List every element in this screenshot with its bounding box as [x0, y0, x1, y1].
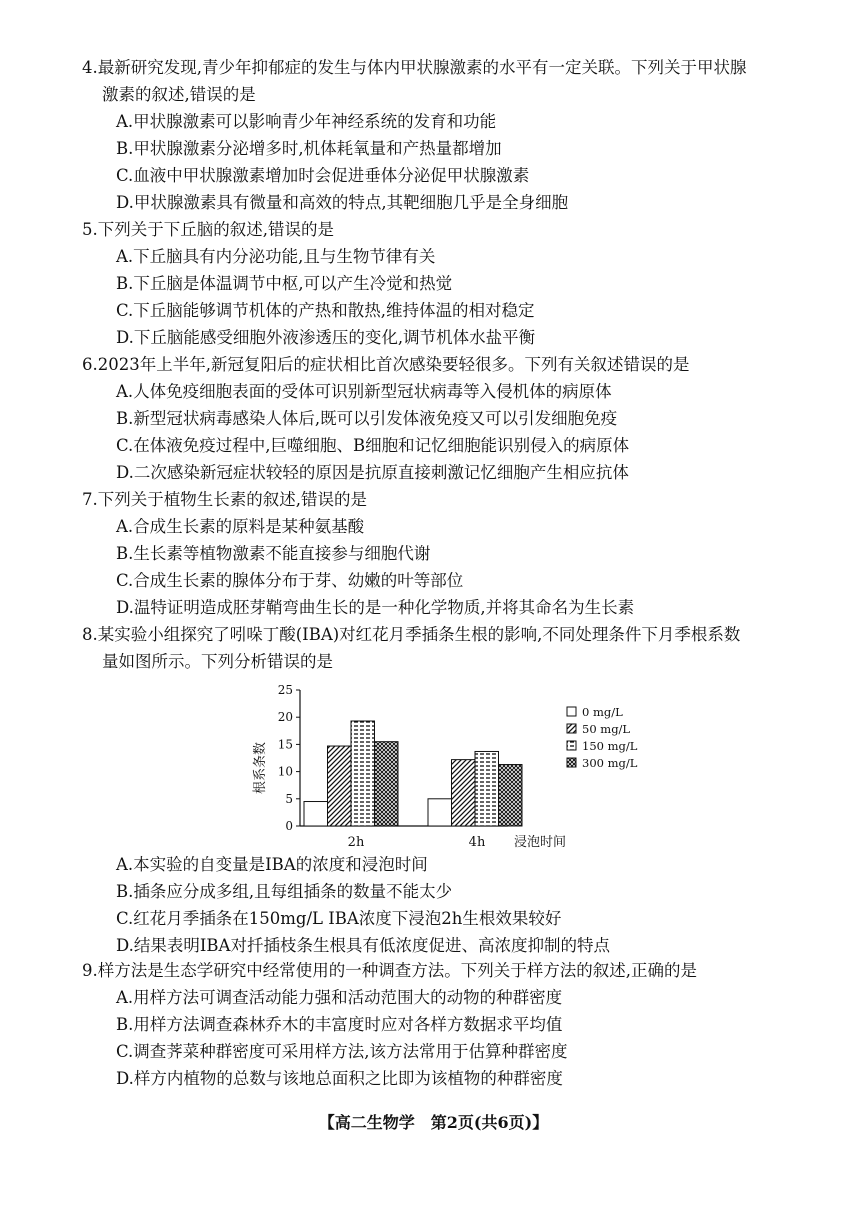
bar	[499, 765, 523, 826]
y-tick-label: 0	[285, 819, 293, 833]
legend-swatch	[567, 741, 576, 750]
option-a: A.甲状腺激素可以影响青少年神经系统的发育和功能	[116, 112, 497, 131]
legend-swatch	[567, 724, 576, 733]
option-a: A.人体免疫细胞表面的受体可识别新型冠状病毒等入侵机体的病原体	[116, 382, 612, 401]
y-tick-label: 20	[277, 710, 293, 725]
x-tick-label: 4h	[468, 835, 486, 850]
chart-legend	[567, 705, 638, 770]
question-stem: 8.某实验小组探究了吲哚丁酸(IBA)对红花月季插条生根的影响,不同处理条件下月季根系数	[82, 625, 741, 644]
question-stem-cont: 激素的叙述,错误的是	[102, 85, 256, 104]
question-stem: 4.最新研究发现,青少年抑郁症的发生与体内甲状腺激素的水平有一定关联。下列关于甲状腺	[82, 58, 747, 77]
bar	[452, 760, 476, 826]
question-stem: 7.下列关于植物生长素的叙述,错误的是	[82, 490, 367, 509]
option-a: A.下丘脑具有内分泌功能,且与生物节律有关	[116, 247, 436, 266]
option-c: C.调查荠菜种群密度可采用样方法,该方法常用于估算种群密度	[116, 1042, 568, 1061]
question-5	[82, 216, 812, 351]
question-9	[82, 957, 812, 1092]
y-axis-label: 根系条数	[253, 741, 268, 795]
y-tick-label: 25	[277, 683, 293, 697]
question-stem-cont: 量如图所示。下列分析错误的是	[102, 652, 333, 671]
option-b: B.新型冠状病毒感染人体后,既可以引发体液免疫又可以引发细胞免疫	[116, 409, 618, 428]
legend-label: 0 mg/L	[582, 705, 623, 719]
option-d: D.温特证明造成胚芽鞘弯曲生长的是一种化学物质,并将其命名为生长素	[116, 598, 635, 617]
legend-label: 300 mg/L	[582, 756, 638, 770]
bar	[428, 799, 452, 826]
y-tick-label: 10	[277, 764, 293, 779]
legend-label: 150 mg/L	[582, 739, 638, 753]
question-stem: 6.2023年上半年,新冠复阳后的症状相比首次感染要轻很多。下列有关叙述错误的是	[82, 355, 690, 374]
option-c: C.红花月季插条在150mg/L IBA浓度下浸泡2h生根效果较好	[116, 909, 562, 928]
legend-label: 50 mg/L	[582, 722, 631, 736]
option-d: D.二次感染新冠症状较轻的原因是抗原直接刺激记忆细胞产生相应抗体	[116, 463, 629, 482]
x-axis-label: 浸泡时间	[514, 835, 567, 850]
option-d: D.下丘脑能感受细胞外液渗透压的变化,调节机体水盐平衡	[116, 328, 536, 347]
bar	[304, 802, 328, 826]
bar-chart-svg	[246, 680, 686, 855]
question-6	[82, 351, 812, 486]
question-stem: 5.下列关于下丘脑的叙述,错误的是	[82, 220, 334, 239]
option-b: B.生长素等植物激素不能直接参与细胞代谢	[116, 544, 431, 563]
option-d: D.结果表明IBA对扦插枝条生根具有低浓度促进、高浓度抑制的特点	[116, 936, 610, 955]
bar	[475, 751, 499, 826]
option-c: C.下丘脑能够调节机体的产热和散热,维持体温的相对稳定	[116, 301, 535, 320]
question-stem: 9.样方法是生态学研究中经常使用的一种调查方法。下列关于样方法的叙述,正确的是	[82, 961, 697, 980]
question-8-options	[82, 851, 812, 959]
bar	[375, 742, 399, 826]
legend-swatch	[567, 758, 576, 767]
chart-bars	[304, 721, 522, 826]
x-tick-label: 2h	[347, 835, 365, 850]
option-d: D.样方内植物的总数与该地总面积之比即为该植物的种群密度	[116, 1069, 563, 1088]
bar	[328, 746, 352, 826]
y-tick-label: 5	[285, 791, 293, 806]
option-b: B.甲状腺激素分泌增多时,机体耗氧量和产热量都增加	[116, 139, 502, 158]
option-d: D.甲状腺激素具有微量和高效的特点,其靶细胞几乎是全身细胞	[116, 193, 569, 212]
legend-swatch	[567, 707, 576, 716]
option-a: A.合成生长素的原料是某种氨基酸	[116, 517, 365, 536]
option-a: A.本实验的自变量是IBA的浓度和浸泡时间	[116, 855, 428, 874]
option-b: B.下丘脑是体温调节中枢,可以产生冷觉和热觉	[116, 274, 453, 293]
option-b: B.用样方法调查森林乔木的丰富度时应对各样方数据求平均值	[116, 1015, 563, 1034]
option-c: C.血液中甲状腺激素增加时会促进垂体分泌促甲状腺激素	[116, 166, 530, 185]
option-a: A.用样方法可调查活动能力强和活动范围大的动物的种群密度	[116, 988, 563, 1007]
page-footer: 【高二生物学 第2页(共6页)】	[318, 1113, 549, 1132]
option-c: C.合成生长素的腺体分布于芽、幼嫩的叶等部位	[116, 571, 464, 590]
bar	[351, 721, 375, 826]
question-7	[82, 486, 812, 621]
option-c: C.在体液免疫过程中,巨噬细胞、B细胞和记忆细胞能识别侵入的病原体	[116, 436, 630, 455]
option-b: B.插条应分成多组,且每组插条的数量不能太少	[116, 882, 453, 901]
y-tick-label: 15	[277, 737, 293, 752]
question-8	[82, 621, 812, 675]
question-4	[82, 54, 812, 216]
rooting-chart	[246, 680, 686, 855]
